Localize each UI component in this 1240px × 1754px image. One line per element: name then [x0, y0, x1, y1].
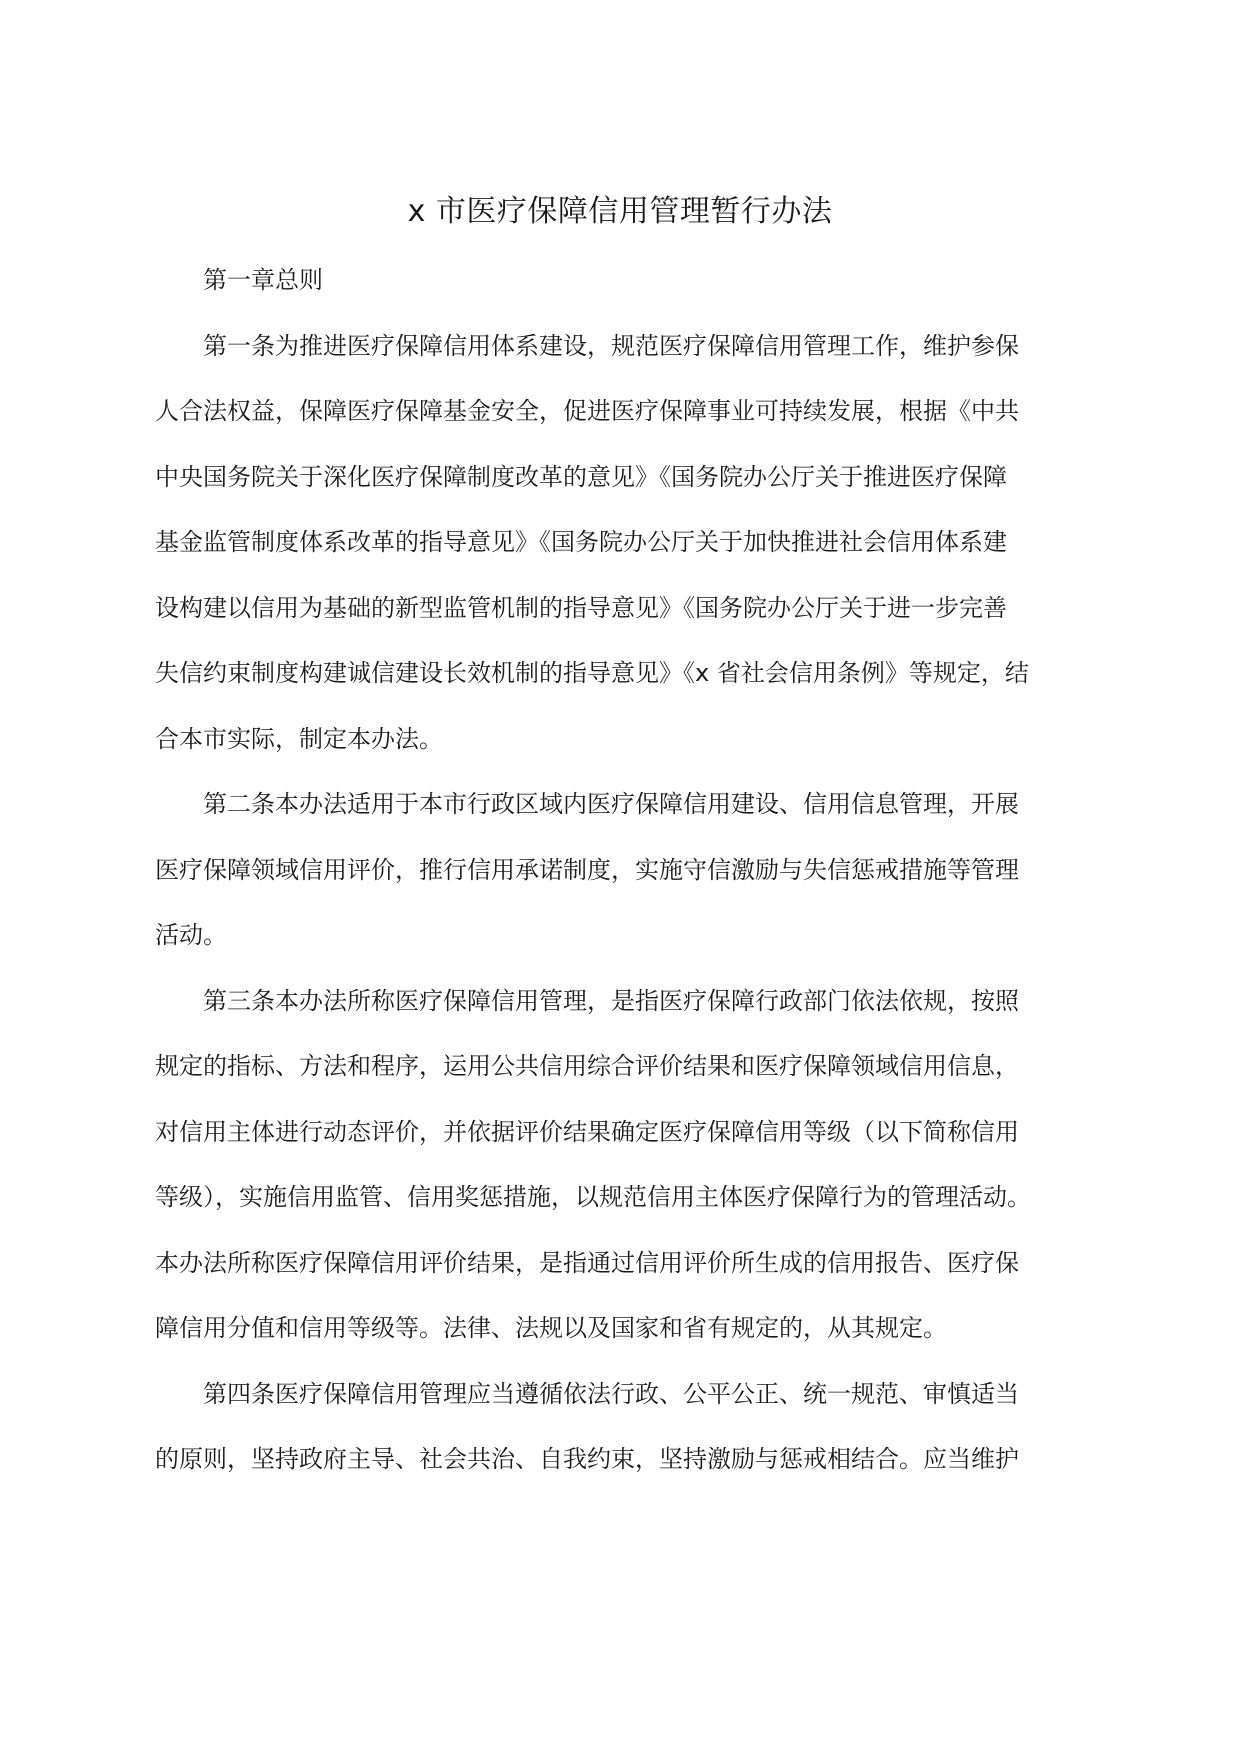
document-body: [155, 254, 1085, 1499]
paragraph-first-line: 第一章总则: [203, 266, 323, 294]
paragraph-line: 本办法所称医疗保障信用评价结果，是指通过信用评价所生成的信用报告、医疗保: [155, 1248, 1019, 1277]
paragraph-line: 失信约束制度构建诚信建设长效机制的指导意见》《x 省社会信用条例》等规定，结: [155, 659, 1029, 687]
paragraph-line: 基金监管制度体系改革的指导意见》《国务院办公厅关于加快推进社会信用体系建: [155, 528, 1007, 556]
paragraph-line: 障信用分值和信用等级等。法律、法规以及国家和省有规定的，从其规定。: [155, 1314, 947, 1342]
paragraph-first-line: 第二条本办法适用于本市行政区域内医疗保障信用建设、信用信息管理，开展: [203, 790, 1019, 818]
paragraph-line: 中央国务院关于深化医疗保障制度改革的意见》《国务院办公厅关于推进医疗保障: [155, 462, 1007, 491]
paragraph-line: 医疗保障领域信用评价，推行信用承诺制度，实施守信激励与失信惩戒措施等管理: [155, 855, 1019, 884]
paragraph-line: 的原则，坚持政府主导、社会共治、自我约束，坚持激励与惩戒相结合。应当维护: [155, 1445, 1019, 1473]
paragraph-first-line: 第一条为推进医疗保障信用体系建设，规范医疗保障信用管理工作，维护参保: [203, 331, 1019, 360]
paragraph-line: 对信用主体进行动态评价，并依据评价结果确定医疗保障信用等级（以下简称信用: [155, 1117, 1019, 1146]
paragraph-line: 合本市实际，制定本办法。: [155, 724, 443, 753]
paragraph-line: 活动。: [155, 921, 227, 949]
paragraph-line: 人合法权益，保障医疗保障基金安全，促进医疗保障事业可持续发展，根据《中共: [155, 397, 1019, 425]
paragraph-line: 设构建以信用为基础的新型监管机制的指导意见》《国务院办公厅关于进一步完善: [155, 593, 1007, 622]
paragraph-first-line: 第三条本办法所称医疗保障信用管理，是指医疗保障行政部门依法依规，按照: [203, 986, 1019, 1015]
document-title: x 市医疗保障信用管理暂行办法: [407, 194, 833, 229]
paragraph-first-line: 第四条医疗保障信用管理应当遵循依法行政、公平公正、统一规范、审慎适当: [203, 1379, 1019, 1408]
paragraph-line: 等级），实施信用监管、信用奖惩措施，以规范信用主体医疗保障行为的管理活动。: [155, 1183, 1031, 1211]
paragraph-line: 规定的指标、方法和程序，运用公共信用综合评价结果和医疗保障领域信用信息，: [155, 1052, 1019, 1080]
